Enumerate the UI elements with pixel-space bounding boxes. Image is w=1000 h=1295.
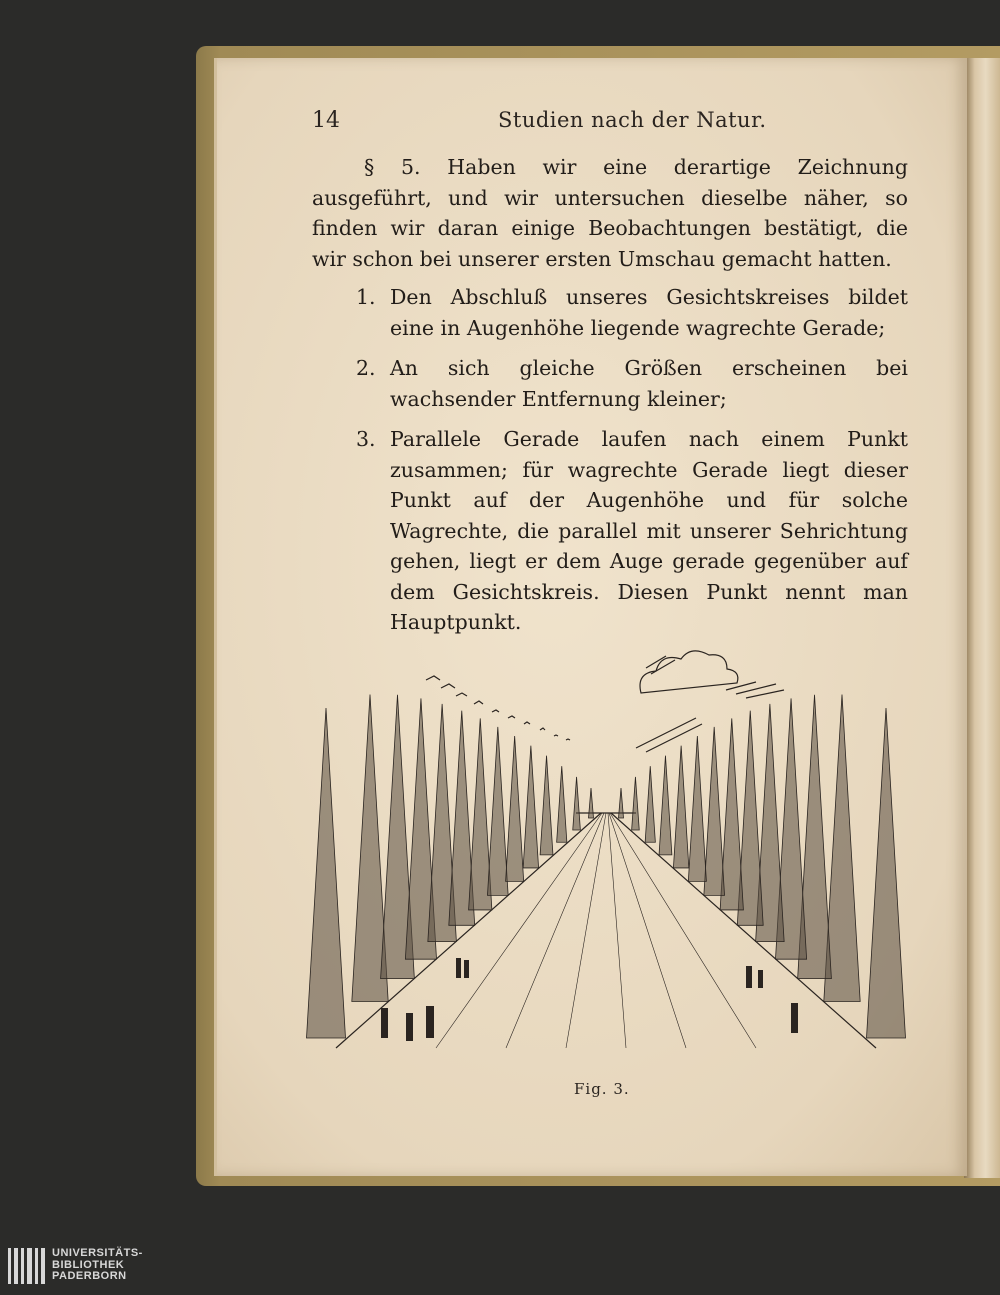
list-text: An sich gleiche Größen erscheinen bei wachsender Entfernung kleiner; bbox=[390, 356, 908, 411]
list-text: Den Abschluß unseres Gesichtskreises bildet eine in Augenhöhe liegende wagrechte Gerade; bbox=[390, 285, 908, 340]
list-number: 3. bbox=[356, 427, 376, 451]
list-item bbox=[312, 282, 908, 343]
pedestrian bbox=[464, 960, 469, 978]
logo-text bbox=[52, 1248, 143, 1283]
tree bbox=[704, 727, 725, 895]
tree bbox=[573, 777, 581, 830]
tree bbox=[867, 708, 906, 1038]
tree-row-left bbox=[307, 695, 594, 1038]
bird-hatching bbox=[636, 718, 702, 752]
tree bbox=[487, 727, 508, 895]
tree bbox=[645, 766, 655, 842]
pedestrians bbox=[381, 958, 798, 1041]
facing-page-edge bbox=[964, 58, 1000, 1178]
pedestrian bbox=[381, 1008, 388, 1038]
pedestrian bbox=[426, 1006, 434, 1038]
list-number: 1. bbox=[356, 285, 376, 309]
tree bbox=[557, 766, 567, 842]
pedestrian bbox=[746, 966, 752, 988]
logo-line: UNIVERSITÄTS- bbox=[52, 1247, 143, 1259]
tree bbox=[589, 788, 594, 818]
logo-line: BIBLIOTHEK bbox=[52, 1258, 125, 1271]
tree bbox=[688, 736, 706, 881]
cloud-hatching bbox=[646, 656, 784, 698]
list-number: 2. bbox=[356, 356, 376, 380]
pedestrian bbox=[456, 958, 461, 978]
paragraph-5: § 5. Haben wir eine derartige Zeichnung ausgeführt, und wir untersuchen dieselbe näher, so finden wir daran einige Beobachtungen bestätigt, die wir schon bei unserer ersten Umschau gemacht hatten. bbox=[312, 155, 908, 271]
list-text: Parallele Gerade laufen nach einem Punkt zusammen; für wagrechte Gerade liegt dieser Punkt auf der Augenhöhe und für solche Wagrechte, die parallel mit unserer Sehrichtung gehen, liegt er dem Auge gerade gegenüber auf dem Gesichtskreis. Diesen Punkt nennt man Hauptpunkt. bbox=[390, 427, 908, 634]
library-logo bbox=[0, 1236, 200, 1295]
pedestrian bbox=[406, 1013, 413, 1041]
list-item bbox=[312, 353, 908, 414]
logo-bars-icon bbox=[8, 1248, 48, 1284]
pedestrian bbox=[791, 1003, 798, 1033]
tree bbox=[673, 746, 688, 868]
page-header bbox=[312, 108, 912, 138]
pedestrian bbox=[758, 970, 763, 988]
list-item bbox=[312, 424, 908, 638]
observation-list bbox=[312, 282, 908, 638]
body-text bbox=[312, 152, 908, 648]
tree bbox=[659, 756, 672, 855]
running-title: Studien nach der Natur. bbox=[498, 108, 767, 132]
tree bbox=[523, 746, 538, 868]
tree bbox=[307, 708, 346, 1038]
tree bbox=[506, 736, 524, 881]
page-number: 14 bbox=[312, 108, 340, 133]
tree bbox=[619, 788, 624, 818]
tree bbox=[632, 777, 640, 830]
tree bbox=[540, 756, 553, 855]
figure-caption: Fig. 3. bbox=[574, 1080, 630, 1098]
avenue-illustration bbox=[296, 628, 916, 1064]
logo-line: PADERBORN bbox=[52, 1270, 127, 1282]
